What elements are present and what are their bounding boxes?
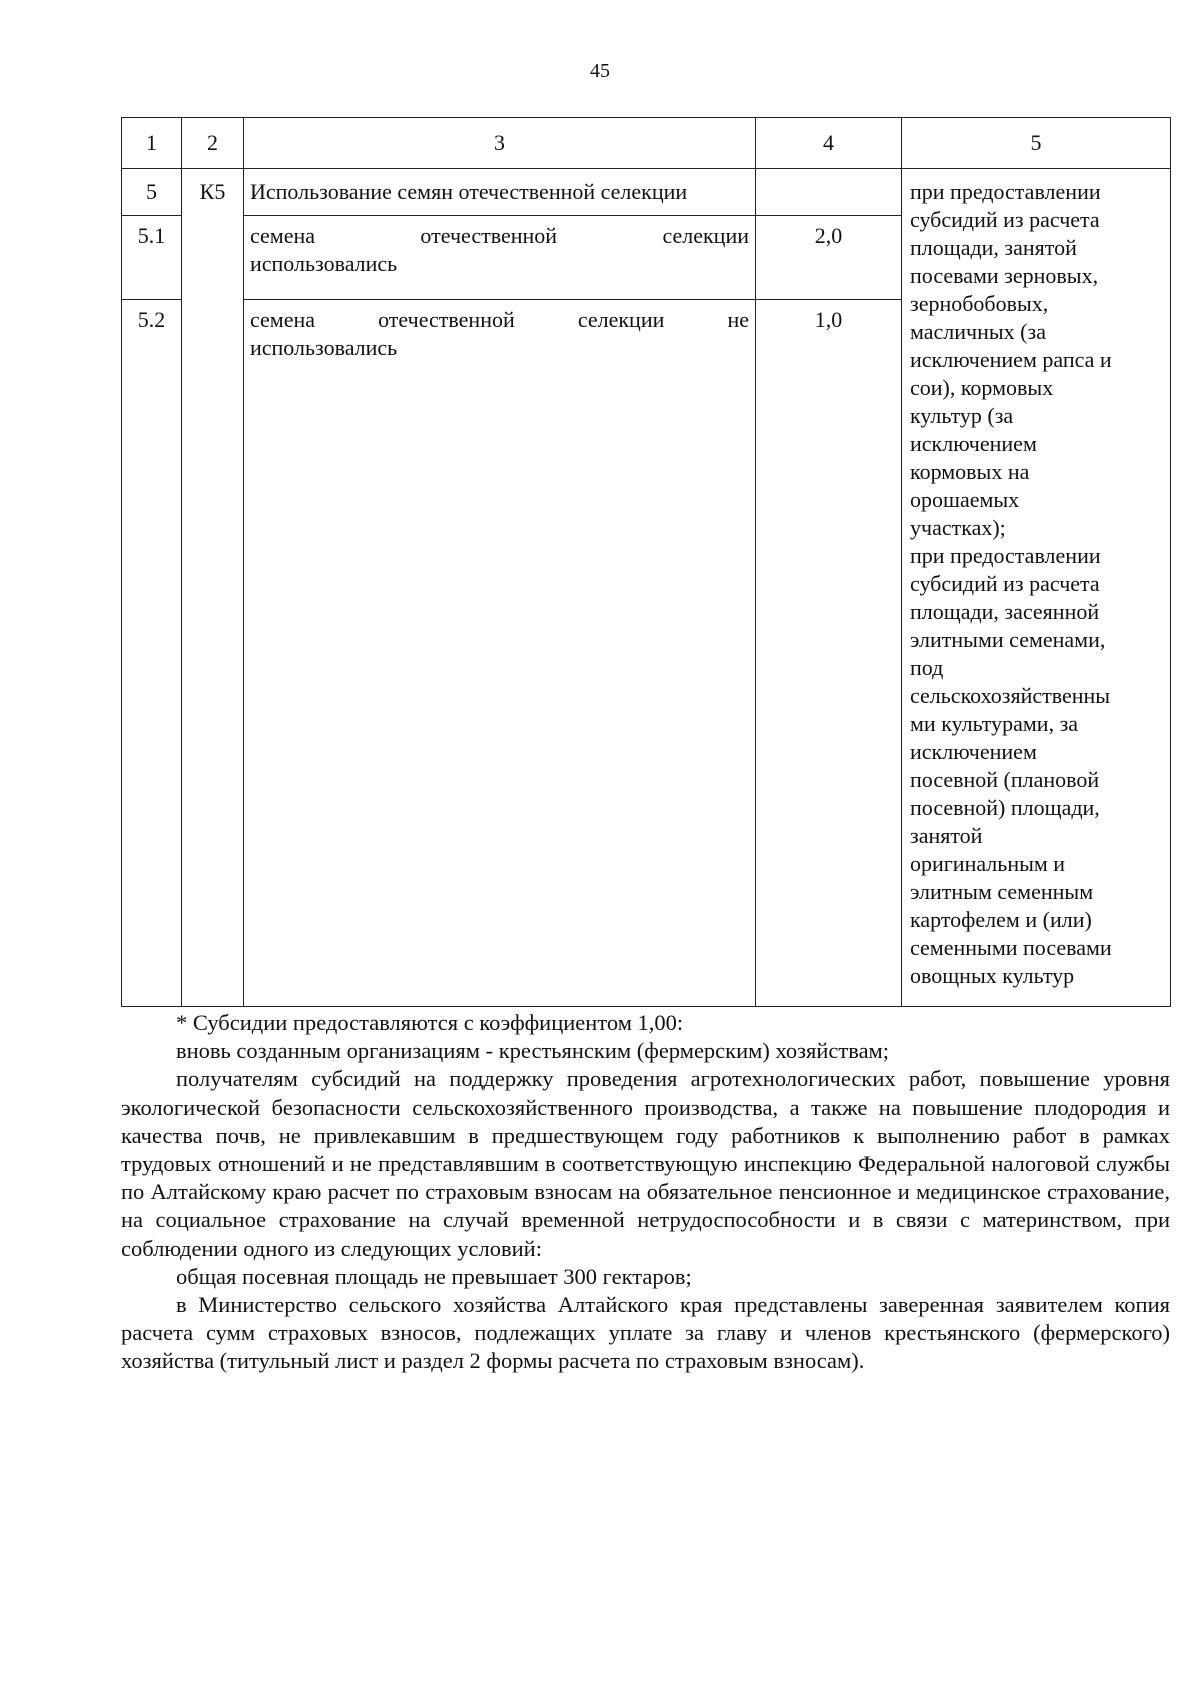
row-number: 5.2 [122, 300, 182, 1007]
conditions-cell [902, 169, 1171, 1007]
table-header-row [122, 118, 1171, 169]
condition-line: посевной (плановой [910, 767, 1100, 792]
footnote-paragraph: в Министерство сельского хозяйства Алтайского края представлены заверенная заявителем копия расчета сумм страховых взносов, подлежащих уплате за главу и членов крестьянского (фермерского) хозяйства (титульный лист и раздел 2 формы расчета по страховым взносам). [121, 1292, 1170, 1374]
row-value: 2,0 [756, 216, 902, 300]
header-col-5: 5 [902, 118, 1171, 169]
footnote-heading: * Субсидии предоставляются с коэффициентом 1,00: [176, 1010, 684, 1035]
row-description: Использование семян отечественной селекции [244, 169, 756, 216]
row-number: 5.1 [122, 216, 182, 300]
condition-line: площади, занятой [910, 235, 1077, 260]
condition-line: субсидий из расчета [910, 207, 1100, 232]
condition-line: семенными посевами [910, 935, 1112, 960]
row-description-line: использовались [250, 251, 398, 276]
condition-line: овощных культур [910, 963, 1075, 988]
condition-line: ми культурами, за [910, 711, 1079, 736]
page-number: 45 [590, 60, 610, 82]
condition-line: элитными семенами, [910, 627, 1106, 652]
row-code: К5 [182, 169, 244, 1007]
footnote-paragraph: получателям субсидий на поддержку проведения агротехнологических работ, повышение уровня экологической безопасности сельскохозяйственного производства, а также на повышение плодородия и качества почв, не привлекавшим в предшествующем году работников к выполнению работ в рамках трудовых отношений и не представлявшим в соответствующую инспекцию Федеральной налоговой службы по Алтайскому краю расчет по страховым взносам на обязательное пенсионное и медицинское страхование, на социальное страхование на случай временной нетрудоспособности и в связи с материнством, при соблюдении одного из следующих условий: [121, 1066, 1170, 1261]
condition-line: участках); [910, 515, 1006, 540]
row-description-line: семена отечественной селекции [250, 223, 749, 248]
row-description [244, 216, 756, 300]
condition-line: культур (за [910, 403, 1014, 428]
condition-line: при предоставлении [910, 179, 1101, 204]
condition-line: масличных (за [910, 319, 1046, 344]
coefficient-table [121, 117, 1171, 1007]
row-value [756, 169, 902, 216]
condition-line: орошаемых [910, 487, 1020, 512]
condition-line: площади, засеянной [910, 599, 1100, 624]
header-col-2: 2 [182, 118, 244, 169]
condition-line: зернобобовых, [910, 291, 1049, 316]
condition-line: исключением [910, 431, 1037, 456]
condition-line: под [910, 655, 944, 680]
header-col-4: 4 [756, 118, 902, 169]
row-description [244, 300, 756, 1007]
condition-line: кормовых на [910, 459, 1030, 484]
condition-line: элитным семенным [910, 879, 1094, 904]
condition-line: при предоставлении [910, 543, 1101, 568]
footnote-paragraph: общая посевная площадь не превышает 300 гектаров; [176, 1263, 692, 1289]
row-description-line: использовались [250, 335, 398, 360]
header-col-3: 3 [244, 118, 756, 169]
condition-line: исключением рапса и [910, 347, 1112, 372]
footnote-paragraph: вновь созданным организациям - крестьянским (фермерским) хозяйствам; [176, 1038, 890, 1064]
condition-line: субсидий из расчета [910, 571, 1100, 596]
row-description-line: семена отечественной селекции не [250, 307, 749, 332]
row-number: 5 [122, 169, 182, 216]
condition-line: исключением [910, 739, 1037, 764]
table-row [122, 169, 1171, 216]
condition-line: картофелем и (или) [910, 907, 1092, 932]
condition-line: занятой [910, 823, 983, 848]
footnotes-section [121, 1009, 1170, 1376]
condition-line: сельскохозяйственны [910, 683, 1111, 708]
row-value: 1,0 [756, 300, 902, 1007]
condition-line: оригинальным и [910, 851, 1066, 876]
condition-line: посевной) площади, [910, 795, 1100, 820]
condition-line: сои), кормовых [910, 375, 1054, 400]
condition-line: посевами зерновых, [910, 263, 1099, 288]
header-col-1: 1 [122, 118, 182, 169]
